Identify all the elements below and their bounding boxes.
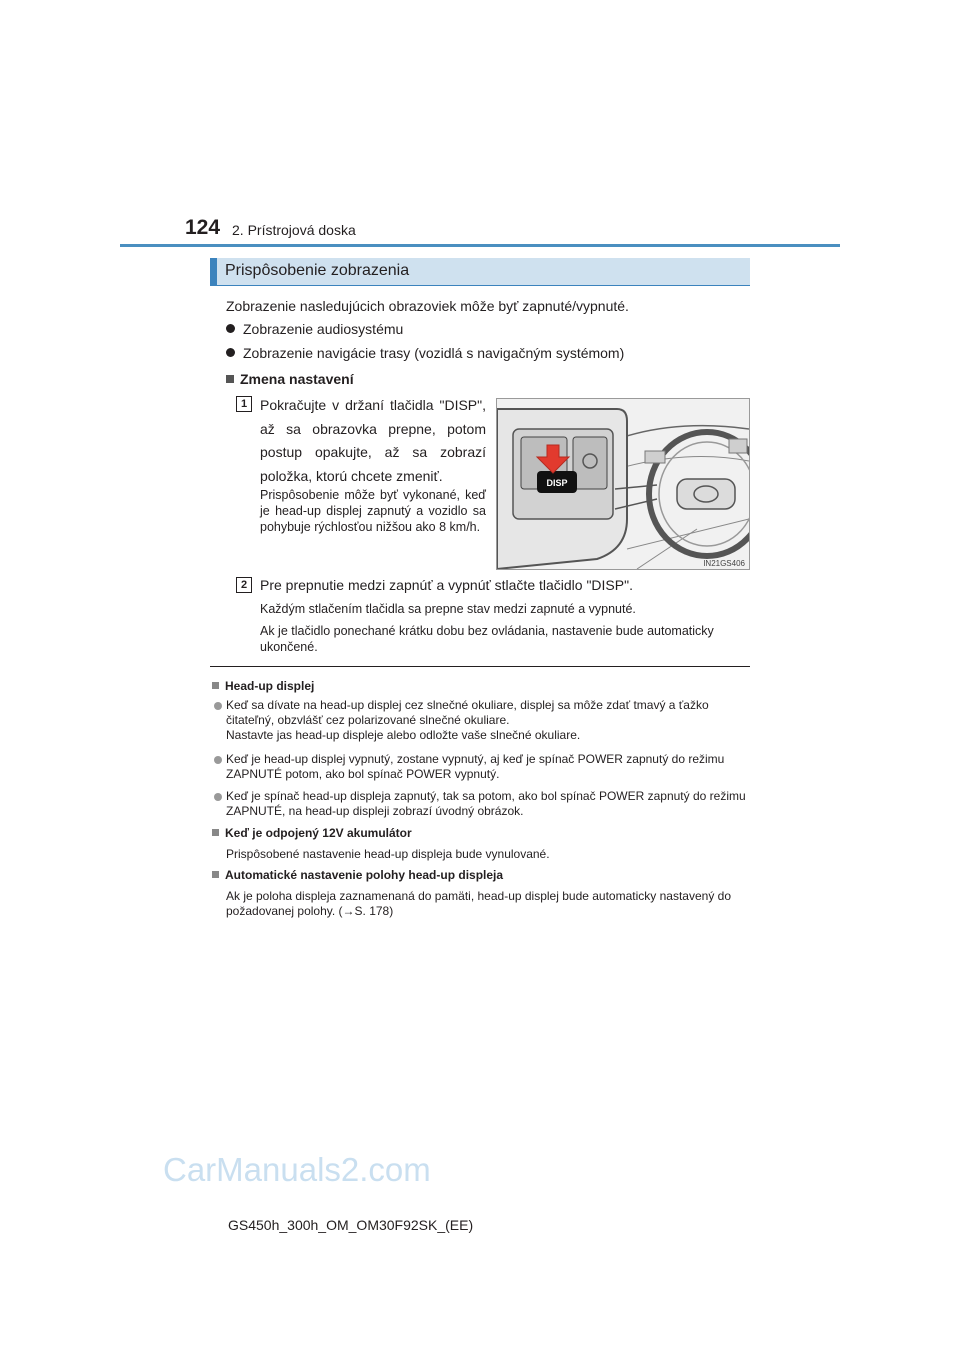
square-bullet-icon [212, 682, 219, 689]
notes-divider [210, 666, 750, 667]
note-item: Keď je head-up displej vypnutý, zostane vypnutý, aj keď je spínač POWER zapnutý do režimu ZAPNUTÉ potom, ako bol spínač POWER vypnutý. [212, 752, 750, 782]
note-item: Keď sa dívate na head-up displej cez slnečné okuliare, displej sa môže zdať tmavý a ťažko čitateľný, obzvlášť cez polarizované slnečné okuliare. Nastavte jas head-up displeje alebo odložte vaše slnečné okuliare. [212, 698, 750, 743]
watermark: CarManuals2.com [163, 1151, 431, 1188]
bullet-icon [214, 793, 222, 801]
subheading: Zmena nastavení [226, 369, 746, 389]
step-number: 1 [236, 396, 252, 412]
square-bullet-icon [226, 375, 234, 383]
disp-button-illustration [496, 398, 750, 570]
step-note: Prispôsobenie môže byť vykonané, keď je head-up displej zapnutý a vozidlo sa pohybuje rýchlosťou nižšou ako 8 km/h. [260, 488, 486, 534]
square-bullet-icon [212, 829, 219, 836]
dashboard-drawing [497, 399, 749, 569]
note-text: Ak je poloha displeja zaznamenaná do pamäti, head-up displej bude automaticky nastavený do požadovanej polohy. (→S. 178) [226, 889, 731, 918]
note-title: Head-up displej [212, 679, 750, 694]
header-rule [120, 244, 840, 247]
bullet-icon [214, 702, 222, 710]
page-number: 124 [185, 216, 221, 239]
bullet-icon [214, 756, 222, 764]
illustration-code: IN21GS406 [703, 559, 745, 568]
step-number: 2 [236, 577, 252, 593]
note-item: Keď je spínač head-up displeja zapnutý, tak sa potom, ako bol spínač POWER zapnutý do režimu ZAPNUTÉ, na head-up displeji zobrazí úvodný obrázok. [212, 789, 750, 819]
section-intro: Zobrazenie nasledujúcich obrazoviek môže byť zapnuté/vypnuté. [226, 298, 629, 314]
step-text: Pokračujte v držaní tlačidla "DISP", až sa obrazovka prepne, potom postup opakujte, až sa zobrazí položka, ktorú chcete zmeniť. [260, 397, 486, 484]
note-title: Automatické nastavenie polohy head-up displeja [212, 868, 750, 883]
disp-button-label: DISP [546, 478, 568, 488]
bullet-icon [226, 348, 235, 357]
bullet-item: Zobrazenie navigácie trasy (vozidlá s navigačným systémom) [226, 343, 746, 363]
step-text: Pre prepnutie medzi zapnúť a vypnúť stlačte tlačidlo "DISP". [260, 577, 633, 593]
section-title: Prispôsobenie zobrazenia [225, 262, 410, 279]
step-note: Ak je tlačidlo ponechané krátku dobu bez ovládania, nastavenie bude automaticky ukončené. [260, 624, 714, 654]
footer-code: GS450h_300h_OM_OM30F92SK_(EE) [228, 1217, 474, 1233]
note-text: Prispôsobené nastavenie head-up displeja bude vynulované. [226, 847, 550, 861]
bullet-item: Zobrazenie audiosystému [226, 319, 746, 339]
chapter-title: 2. Prístrojová doska [232, 222, 356, 238]
note-title: Keď je odpojený 12V akumulátor [212, 826, 750, 841]
square-bullet-icon [212, 871, 219, 878]
step-note: Každým stlačením tlačidla sa prepne stav medzi zapnuté a vypnuté. [260, 602, 636, 616]
bullet-icon [226, 324, 235, 333]
section-heading [210, 258, 750, 286]
